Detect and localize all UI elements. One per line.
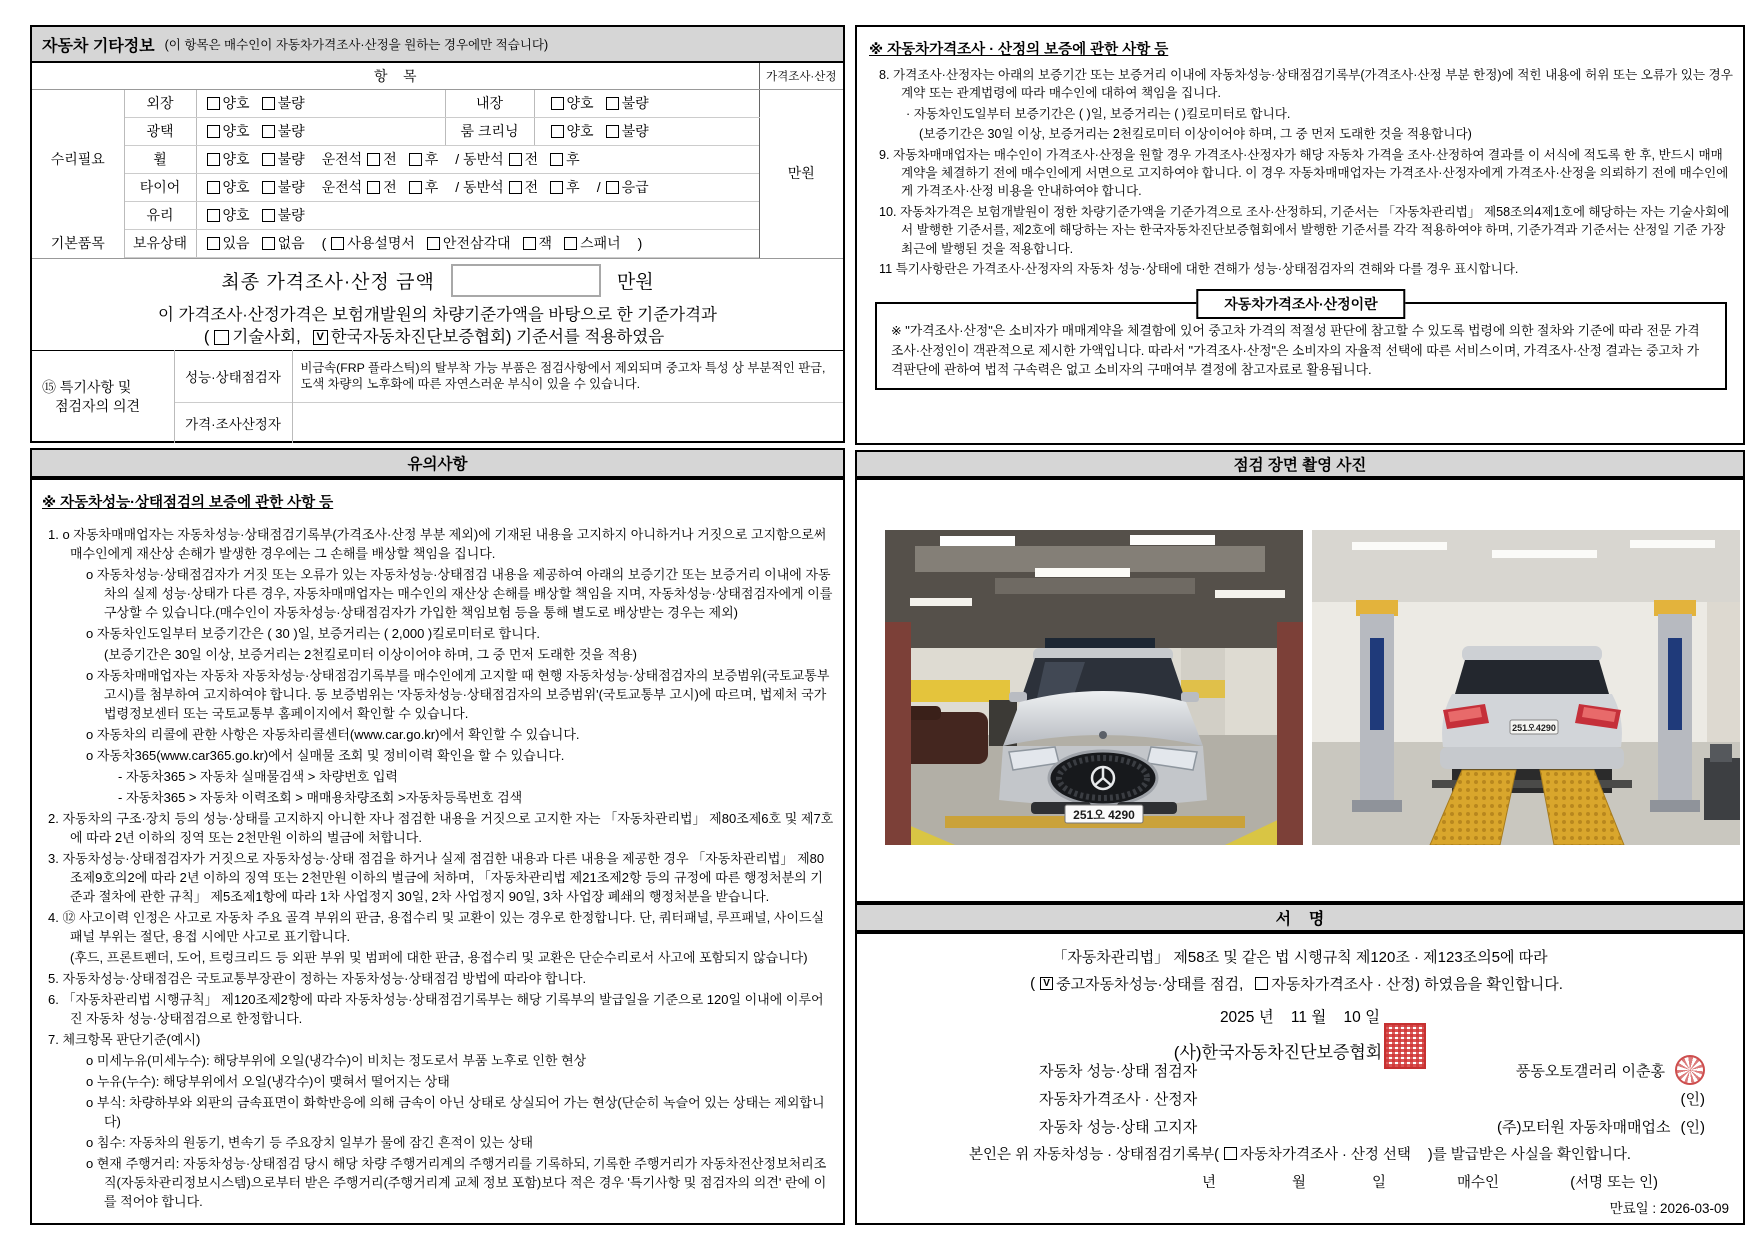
- row-label-wheel: 휠: [124, 145, 196, 173]
- checkbox-item: [509, 177, 539, 197]
- notice-item: 2. 자동차의 구조·장치 등의 성능·상태를 고지하지 아니한 자나 점검한 내용을 거짓으로 고지한 자는 「자동차관리법」 제80조제6호 및 제7호에 따라 2년 이하의 징역 또는 2천만원 이하의 벌금에 처합니다.: [48, 811, 834, 845]
- checkbox-label: 불량: [277, 151, 305, 167]
- checkbox-item: [550, 149, 580, 169]
- other-info-header: [32, 27, 843, 63]
- buyer-month-label: 월: [1292, 1175, 1307, 1191]
- final-amount-input[interactable]: [451, 264, 601, 297]
- checkbox[interactable]: [564, 237, 577, 250]
- row-label-exterior: 외장: [124, 89, 196, 117]
- checkbox-label: 있음: [222, 235, 250, 251]
- checkbox[interactable]: [207, 125, 220, 138]
- notice-item: o 자동차365(www.car365.go.kr)에서 실매물 조회 및 정비이력 확인을 할 수 있습니다.: [86, 748, 565, 763]
- row-label-glass: 유리: [124, 201, 196, 229]
- checkbox-item: [367, 177, 397, 197]
- row-label-tire: 타이어: [124, 173, 196, 201]
- checkbox-item: [427, 233, 511, 253]
- checkbox-label: 불량: [621, 123, 649, 139]
- signature-rows: [857, 1056, 1743, 1140]
- items-header: 항 목: [32, 63, 759, 89]
- checkbox[interactable]: [367, 181, 380, 194]
- basic-state-label: 보유상태: [124, 229, 196, 257]
- notice-item: (보증기간은 30일 이상, 보증거리는 2천킬로미터 이상이어야 하며, 그 중 먼저 도래한 것을 적용): [104, 647, 638, 662]
- checkbox-item: [207, 177, 250, 197]
- inspector-opinion-text: 비금속(FRP 플라스틱)의 탈부착 가능 부품은 점검사항에서 제외되며 중고차 특성 상 부분적인 판금,도색 차량의 노후화에 따른 자연스러운 부식이 있을 수 있습니다.: [300, 360, 826, 391]
- checkbox-label: 자동차가격조사 · 산정) 하였음을 확인합니다.: [1271, 976, 1563, 993]
- checkbox-label: 안전삼각대: [442, 235, 511, 251]
- checkbox-item: [262, 205, 305, 225]
- signature-bar: 서 명: [855, 903, 1745, 932]
- signer-name: (주)모터원 자동차매매업소: [1496, 1118, 1671, 1136]
- checkbox-item: [262, 233, 305, 253]
- text: / 동반석: [455, 151, 504, 167]
- special-notes-table: [32, 350, 843, 444]
- checkbox-label: 전: [383, 179, 397, 195]
- checkbox-label: 없음: [277, 235, 305, 251]
- text: 본인은 위 자동차성능 · 상태점검기록부(: [969, 1147, 1219, 1163]
- checkbox-label: 불량: [621, 95, 649, 111]
- price-survey-header: 가격조사·산정: [759, 63, 843, 89]
- row-glass: [197, 202, 759, 229]
- checkbox-label: 중고자동차성능·상태를 점검,: [1056, 976, 1244, 993]
- checkbox-item: [262, 177, 305, 197]
- notice-item: o 미세누유(미세누수): 해당부위에 오일(냉각수)이 비치는 정도로서 부품 노후로 인한 현상: [86, 1053, 587, 1068]
- notice-item: 10. 자동차가격은 보험개발원이 정한 차량기준가액을 기준가격으로 조사·산정하되, 기준서는 「자동차관리법」 제58조의4제1호에 해당하는 자는 기술사회에서 발행한 기준서를, 제2호에 해당하는 자는 한국자동차진단보증협회에서 발행한 기준서를 각각 적용하여야 하며, 기준가격과 기준서는 산정일 기준 가장 최근에 발행된 것을 적용합니다.: [879, 204, 1730, 256]
- signature-row: [857, 1112, 1743, 1140]
- text: 운전석: [321, 179, 363, 195]
- row-wheel: [197, 146, 759, 173]
- checkbox[interactable]: [509, 153, 522, 166]
- checkbox-label: 양호: [566, 95, 594, 111]
- row-polish: [197, 118, 759, 145]
- appraiser-opinion-label: 가격·조사산정자: [174, 402, 292, 443]
- checkbox-label: 양호: [566, 123, 594, 139]
- notice-bar: 유의사항: [30, 448, 845, 478]
- checkbox-label: 양호: [222, 123, 250, 139]
- checkbox-checked[interactable]: V: [1040, 977, 1053, 990]
- special-notes-label-line1: ⑮ 특기사항 및: [42, 378, 132, 395]
- row-basic-items: [197, 230, 759, 257]
- inspection-photo-rear: [1312, 530, 1740, 845]
- checkbox-item: [207, 149, 250, 169]
- price-survey-notice-list: [867, 66, 1733, 278]
- checkbox-label: 양호: [222, 179, 250, 195]
- section-title: 자동차 기타정보: [42, 37, 155, 55]
- checkbox[interactable]: [207, 237, 220, 250]
- checkbox-item: [207, 121, 250, 141]
- checkbox[interactable]: [331, 237, 344, 250]
- checkbox-item: [207, 205, 250, 225]
- checkbox[interactable]: [207, 209, 220, 222]
- notice-item: (후드, 프론트펜더, 도어, 트렁크리드 등 외판 부위 및 범퍼에 대한 판금, 용접수리 및 교환은 단순수리로서 사고에 포함되지 않습니다): [70, 950, 808, 965]
- license-plate-front: 251오 4290: [1073, 808, 1135, 822]
- final-amount-row: [32, 258, 843, 303]
- performance-notice-heading: ※ 자동차성능·상태점검의 보증에 관한 사항 등: [42, 495, 334, 511]
- appraiser-opinion-text: [292, 402, 843, 443]
- checkbox-label: 후: [424, 151, 439, 167]
- checkbox-label: 자동차가격조사 · 산정 선택: [1239, 1147, 1411, 1163]
- special-notes-label-line2: 점검자의 의견: [55, 397, 141, 414]
- checkbox-item: [409, 149, 439, 169]
- checkbox[interactable]: [262, 97, 275, 110]
- seal-placeholder-label: (인): [1680, 1090, 1705, 1108]
- signer-name: 풍동오토갤러리 이춘홍: [1515, 1062, 1665, 1080]
- checkbox-item: [262, 93, 305, 113]
- front-view-photo: [885, 530, 1303, 845]
- checkbox[interactable]: [367, 153, 380, 166]
- checkbox[interactable]: [1255, 977, 1268, 990]
- sub-item-label: 룸 크리닝: [445, 118, 535, 145]
- buyer-year-label: 년: [1202, 1175, 1217, 1191]
- notice-item: o 자동차성능·상태점검자가 거짓 또는 오류가 있는 자동차성능·상태점검 내용을 제공하여 아래의 보증기간 또는 보증거리 이내에 자동차의 실제 성능·상태가 다른 경우, 자동차매매업자는 매수인의 재산상 손해를 배상할 책임을 지며, 자동차성능·상태점검자에게 이를 구상할 수 있습니다.(매수인이 자동차성능·상태점검자가 가입한 책임보험 등을 통해 별도로 배상받는 경우는 제외): [86, 567, 833, 620]
- inspector-opinion-label: 성능·상태점검자: [174, 350, 292, 402]
- checkbox-label: 전: [524, 179, 539, 195]
- signature-value: [1671, 1088, 1705, 1109]
- signature-role-label: 자동차 성능·상태 점검자: [1039, 1062, 1198, 1080]
- special-notes-label: [32, 350, 174, 443]
- checkbox-item: [1255, 973, 1563, 994]
- notice-item: o 부식: 차량하부와 외판의 금속표면이 화학반응에 의해 금속이 아닌 상태로 상실되어 가는 현상(단순히 녹슬어 있는 상태는 제외합니다): [86, 1095, 825, 1129]
- checkbox[interactable]: [427, 237, 440, 250]
- notice-item: 1. o 자동차매매업자는 자동차성능·상태점검기록부(가격조사·산정 부분 제외)에 기재된 내용을 고지하지 아니하거나 거짓으로 고지함으로써 매수인에게 재산상 손해가 발생한 경우에는 그 손해를 배상할 책임을 집니다.: [48, 527, 827, 561]
- photo-section: [855, 478, 1745, 903]
- performance-notice-list: [40, 525, 835, 1211]
- checkbox-label: 잭: [538, 235, 553, 251]
- notice-item: 8. 가격조사·산정자는 아래의 보증기간 또는 보증거리 이내에 자동차성능·상태점검기록부(가격조사·산정 부분 한정)에 적힌 내용에 허위 또는 오류가 있는 경우 계약 또는 관계법령에 따라 매수인에 대하여 책임을 집니다.: [879, 68, 1733, 101]
- notice-item: 7. 체크항목 판단기준(예시): [48, 1032, 201, 1047]
- checkbox[interactable]: [207, 97, 220, 110]
- checkbox[interactable]: [551, 125, 564, 138]
- standard-basis-line1: 이 가격조사·산정가격은 보험개발원의 차량기준가액을 바탕으로 한 기준가격과: [158, 306, 717, 324]
- checkbox-label: 불량: [277, 207, 305, 223]
- notice-item: - 자동차365 > 자동차 실매물검색 > 차량번호 입력: [118, 769, 398, 784]
- price-survey-notice-heading: ※ 자동차가격조사 · 산정의 보증에 관한 사항 등: [869, 42, 1169, 58]
- notice-item: o 침수: 자동차의 원동기, 변속기 등 주요장치 일부가 물에 잠긴 흔적이 있는 상태: [86, 1135, 534, 1150]
- signature-role-label: 자동차 성능·상태 고지자: [1039, 1118, 1198, 1136]
- price-survey-info-box: [875, 296, 1727, 390]
- notice-item: (보증기간은 30일 이상, 보증거리는 2천킬로미터 이상이어야 하며, 그 중 먼저 도래한 것을 적용합니다): [919, 127, 1472, 142]
- checkbox-item: [606, 121, 649, 141]
- checkbox[interactable]: [207, 181, 220, 194]
- price-survey-notice-section: [855, 25, 1745, 445]
- checkbox-item: [207, 233, 250, 253]
- checkbox-item: [551, 93, 594, 113]
- row-label-polish: 광택: [124, 117, 196, 145]
- checkbox[interactable]: [262, 153, 275, 166]
- row-tire: [197, 174, 759, 201]
- checkbox-item: [551, 121, 594, 141]
- checkbox-label: 불량: [277, 95, 305, 111]
- row-exterior: [197, 90, 759, 117]
- signature-role-label: 자동차가격조사 · 산정자: [1039, 1090, 1198, 1108]
- notice-item: 11 특기사항란은 가격조사·산정자의 자동차 성능·상태에 대한 견해가 성능·상태점검자의 견해와 다를 경우 표시합니다.: [879, 262, 1519, 277]
- notice-item: 9. 자동차매매업자는 매수인이 가격조사·산정을 원할 경우 가격조사·산정자가 해당 자동차 가격을 조사·산정하여 결과를 이 서식에 적도록 한 후, 반드시 매매계약을 체결하기 전에 매수인에게 서면으로 고지하여야 합니다. 이 경우 자동차매매업자는 가격조사·산정자에게 가격조사·산정을 의뢰하기 전에 매수인에게 가격조사·산정 비용을 안내하여야 합니다.: [879, 147, 1729, 199]
- final-amount-label: 최종 가격조사·산정 금액: [221, 272, 435, 293]
- rear-view-photo: [1312, 530, 1740, 845]
- checkbox[interactable]: [523, 237, 536, 250]
- checkbox[interactable]: [509, 181, 522, 194]
- checkbox-item: [313, 326, 664, 348]
- buyer-label: 매수인: [1457, 1175, 1500, 1191]
- standard-basis-line2: [199, 326, 676, 348]
- notice-item: o 자동차의 리콜에 관한 사항은 자동차리콜센터(www.car.go.kr)에서 확인할 수 있습니다.: [86, 727, 580, 742]
- signature-value: [1516, 1055, 1705, 1085]
- notice-item: - 자동차365 > 자동차 이력조회 > 매매용차량조회 >자동차등록번호 검색: [118, 790, 523, 805]
- buyer-signature-line: [857, 1171, 1743, 1191]
- signature-section: [855, 932, 1745, 1225]
- checkbox[interactable]: [214, 330, 229, 345]
- checkbox-label: 전: [524, 151, 539, 167]
- buyer-sign-or-seal-label: (서명 또는 인): [1570, 1175, 1658, 1191]
- text: (: [203, 328, 210, 346]
- checkbox-item: [509, 149, 539, 169]
- checkbox[interactable]: [207, 153, 220, 166]
- buyer-day-label: 일: [1372, 1175, 1387, 1191]
- organization-name: (사)한국자동차진단보증협회: [1173, 1042, 1383, 1062]
- text: (: [321, 235, 327, 251]
- license-plate-rear: 251오4290: [1512, 723, 1556, 733]
- signature-statement-line1: 「자동차관리법」 제58조 및 같은 법 시행규칙 제120조 · 제123조의5에 따라: [1052, 949, 1548, 966]
- checkbox[interactable]: [409, 153, 422, 166]
- checkbox-label: 응급: [621, 179, 649, 195]
- checkbox[interactable]: [606, 181, 619, 194]
- signature-row: [857, 1056, 1743, 1084]
- notice-item: 4. ⑫ 사고이력 인정은 사고로 자동차 주요 골격 부위의 판금, 용접수리 및 교환이 있는 경우로 한정합니다. 단, 쿼터패널, 루프패널, 사이드실패널 부위는 절단, 용접 시에만 사고로 표기합니다.: [48, 910, 825, 944]
- section-subtitle: (이 항목은 매수인이 자동차가격조사·산정을 원하는 경우에만 적습니다): [164, 38, 549, 52]
- checkbox-label: 불량: [277, 179, 305, 195]
- notice-item: 6. 「자동차관리법 시행규칙」 제120조제2항에 따라 자동차성능·상태점검기록부는 해당 기록부의 발급일을 기준으로 120일 이내에 이루어진 자동차 성능·상태점검으로 한정합니다.: [48, 992, 824, 1026]
- signature-row: [857, 1084, 1743, 1112]
- checkbox-item: [331, 233, 415, 253]
- checkbox[interactable]: [551, 97, 564, 110]
- checkbox[interactable]: [262, 237, 275, 250]
- photo-bar: 점검 장면 촬영 사진: [855, 450, 1745, 478]
- checkbox[interactable]: [409, 181, 422, 194]
- text: / 동반석: [455, 179, 504, 195]
- checkbox-label: 후: [424, 179, 439, 195]
- checkbox-label: 후: [566, 179, 580, 195]
- expiry-date: 만료일 : 2026-03-09: [1609, 1201, 1729, 1216]
- basic-group-label: 기본품목: [32, 229, 124, 257]
- text: )를 발급받은 사실을 확인합니다.: [1427, 1147, 1631, 1163]
- checkbox[interactable]: [1224, 1147, 1237, 1160]
- checkbox-label: 양호: [222, 151, 250, 167]
- text: (: [1030, 975, 1036, 992]
- repair-group-label: 수리필요: [32, 89, 124, 229]
- notice-section: [30, 478, 845, 1225]
- other-info-section: [30, 25, 845, 443]
- checkbox-label: 양호: [222, 207, 250, 223]
- notice-item: 3. 자동차성능·상태점검자가 거짓으로 자동차성능·상태 점검을 하거나 실제 점검한 내용과 다른 내용을 제공한 경우 「자동차관리법」 제80조제9호의2에 따라 2년 이하의 징역 또는 2천만원 이하의 벌금에 처하며, 「자동차관리법 제21조제2항 등의 규정에 따른 행정처분의 기준과 절차에 관한 규칙」 제5조제1항에 따라 1차 사업정지 30일, 2차 사업정지 90일, 3차 사업장 폐쇄의 행정처분을 받습니다.: [48, 851, 825, 904]
- standard-basis-row: [32, 303, 843, 350]
- info-box-title: 자동차가격조사·산정이란: [1196, 289, 1405, 319]
- checkbox-label: 사용설명서: [347, 235, 415, 251]
- signature-value: [1497, 1116, 1705, 1137]
- notice-item: · 자동차인도일부터 보증기간은 ( )일, 보증거리는 ( )킬로미터로 합니다.: [906, 106, 1291, 121]
- signature-statement-line2: [857, 973, 1743, 994]
- checkbox[interactable]: [606, 125, 619, 138]
- checkbox-item: [1224, 1143, 1411, 1164]
- checkbox[interactable]: [550, 153, 563, 166]
- checkbox-item: [606, 177, 649, 197]
- checkbox-item: [523, 233, 553, 253]
- checkbox-item: [262, 121, 305, 141]
- checkbox-item: [409, 177, 439, 197]
- other-info-table: [32, 63, 843, 258]
- notice-item: 5. 자동차성능·상태점검은 국토교통부장관이 정하는 자동차성능·상태점검 방법에 따라야 합니다.: [48, 971, 587, 986]
- signature-date: 2025 년 11 월 10 일: [1219, 1009, 1381, 1026]
- notice-item: o 자동차매매업자는 자동차 자동차성능·상태점검기록부를 매수인에게 고지할 때 현행 자동차성능·상태점검자의 보증범위(국토교통부 고시)를 첨부하여 고지하여야 합니다. 동 보증범위는 '자동차성능·상태점검자의 보증범위'(국토교통부 고시)에 따르며, 법제처 국가법령정보센터 또는 국토교통부 홈페이지에서 확인할 수 있습니다.: [86, 668, 830, 721]
- checkbox-item: [367, 149, 397, 169]
- checkbox-label: 기술사회,: [232, 328, 301, 346]
- checkbox[interactable]: [606, 97, 619, 110]
- text: /: [596, 179, 601, 195]
- checkbox-label: 전: [383, 151, 397, 167]
- checkbox-item: [564, 233, 621, 253]
- checkbox-item: [207, 93, 250, 113]
- checkbox-label: 양호: [222, 95, 250, 111]
- seal-placeholder-label: (인): [1680, 1118, 1705, 1136]
- info-box-body: ※ "가격조사·산정"은 소비자가 매매계약을 체결함에 있어 중고차 가격의 적절성 판단에 참고할 수 있도록 법령에 의한 절차와 기준에 따라 전문 가격조사·산정인이 객관적으로 제시한 가액입니다. 따라서 "가격조사·산정"은 소비자의 자율적 선택에 따른 서비스이며, 가격조사·산정 결과는 중고차 가격판단에 관하여 법적 구속력은 없고 소비자의 구매여부 결정에 참고자료로 활용됩니다.: [891, 323, 1700, 378]
- checkbox-item: [1040, 973, 1243, 994]
- checkbox-label: 한국자동차진단보증협회) 기준서를 적용하였음: [330, 328, 665, 346]
- checkbox-item: [606, 93, 649, 113]
- inspector-round-seal: [1675, 1055, 1705, 1085]
- text: ): [637, 235, 643, 251]
- text: 운전석: [321, 151, 363, 167]
- checkbox[interactable]: [262, 181, 275, 194]
- checkbox-checked[interactable]: V: [313, 330, 328, 345]
- sub-item-label: 내장: [445, 90, 535, 117]
- price-unit-cell: 만원: [759, 89, 843, 257]
- checkbox[interactable]: [262, 125, 275, 138]
- notice-item: o 누유(누수): 해당부위에서 오일(냉각수)이 맺혀서 떨어지는 상태: [86, 1074, 450, 1089]
- buyer-confirm-statement: [857, 1143, 1743, 1164]
- checkbox-item: [214, 326, 300, 348]
- checkbox-label: 불량: [277, 123, 305, 139]
- final-amount-unit: 만원: [616, 272, 654, 293]
- checkbox[interactable]: [550, 181, 563, 194]
- checkbox-item: [262, 149, 305, 169]
- checkbox-label: 후: [566, 151, 580, 167]
- inspection-photo-front: [885, 530, 1303, 845]
- notice-item: o 현재 주행거리: 자동차성능·상태점검 당시 해당 차량 주행거리계의 주행거리를 기록하되, 기록한 주행거리가 자동차전산정보처리조직(자동차관리정보시스템)으로부터 받은 주행거리(주행거리계 교체 정보 포함)보다 적은 경우 '특기사항 및 점검자의 의견' 란에 이를 적어야 합니다.: [86, 1156, 827, 1209]
- checkbox-label: 스패너: [580, 235, 621, 251]
- notice-item: o 자동차인도일부터 보증기간은 ( 30 )일, 보증거리는 ( 2,000 )킬로미터로 합니다.: [86, 626, 540, 641]
- checkbox[interactable]: [262, 209, 275, 222]
- checkbox-item: [550, 177, 580, 197]
